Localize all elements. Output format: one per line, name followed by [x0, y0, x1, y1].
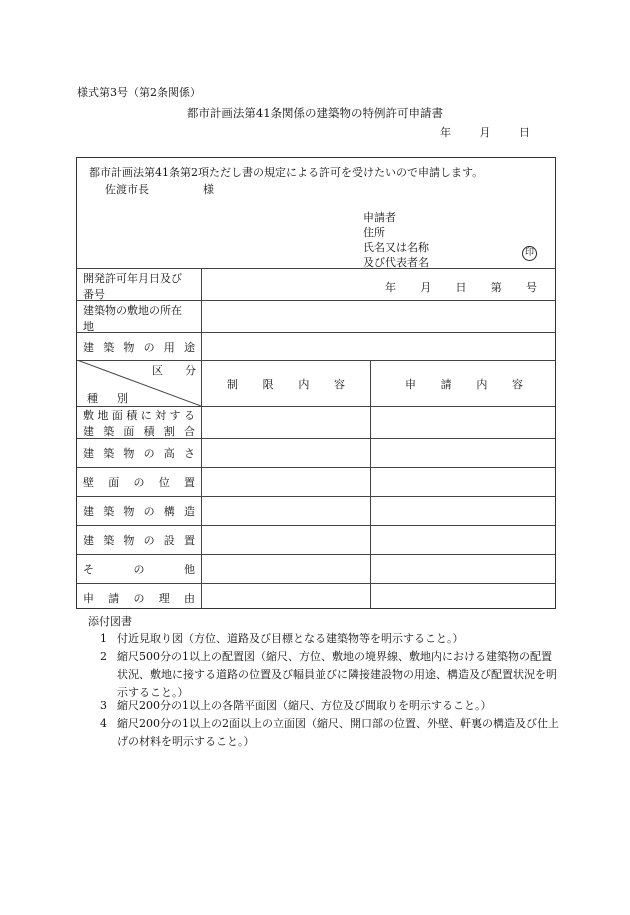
date-day: 日	[519, 126, 530, 139]
applicant-address-label: 住所	[363, 226, 385, 239]
diag-bottom-label-2: 別	[117, 392, 128, 405]
divider	[77, 268, 555, 269]
attachment-item: 2 縮尺500分の1以上の配置図（縮尺、方位、敷地の境界線、敷地内における建築物の配置状況、敷地に接する道路の位置及び幅員並びに隣接建設物の用途、構造及び配置状況を明示すること。）	[100, 650, 557, 699]
diag-bottom-label-1: 種	[87, 392, 98, 405]
area-ratio-line2: 建 築 面 積 割 合	[83, 425, 195, 438]
col-header-apply: 申 請 内 容	[405, 378, 523, 391]
row-label-structure: 建 築 物 の 構 造	[83, 505, 195, 518]
divider	[77, 554, 555, 555]
divider	[77, 583, 555, 584]
area-ratio-line1: 敷 地 面 積 に 対 す る	[83, 409, 195, 422]
attachments-title: 添付図書	[88, 615, 132, 628]
permit-number-suffix: 号	[526, 281, 537, 294]
site-location-label	[83, 302, 195, 334]
applicant-representative-label: 及び代表者名	[363, 256, 429, 269]
permit-year: 年	[385, 281, 396, 294]
site-label-line1: 建築物の敷地の所在	[83, 304, 182, 317]
row-label-area-ratio	[83, 407, 195, 439]
diag-top-label-1: 区	[152, 364, 163, 377]
row-label-installation: 建 築 物 の 設 置	[83, 534, 195, 547]
permit-number-prefix: 第	[490, 281, 502, 294]
applicant-heading: 申請者	[363, 211, 396, 224]
divider	[77, 467, 555, 468]
applicant-name-label: 氏名又は名称	[363, 241, 429, 254]
permit-day: 日	[455, 281, 467, 294]
col-header-limit: 制 限 内 容	[227, 378, 345, 391]
document-title: 都市計画法第41条関係の建築物の特例許可申請書	[186, 106, 444, 120]
permit-date-fields	[385, 279, 537, 295]
addressee-honorific: 様	[203, 183, 214, 196]
date-year: 年	[440, 126, 451, 139]
row-label-wall-position: 壁 面 の 位 置	[83, 476, 195, 489]
attachment-item: 4 縮尺200分の1以上の2面以上の立面図（縮尺、開口部の位置、外壁、軒裏の構造及び仕上げの材料を明示すること。）	[100, 717, 559, 748]
column-divider	[201, 268, 202, 608]
addressee-name: 佐渡市長	[105, 183, 149, 196]
permit-label-line2: 番号	[83, 288, 105, 301]
site-label-line2: 地	[83, 320, 94, 333]
permit-date-label	[83, 270, 195, 302]
usage-label-text: 建 築 物 の 用 途	[83, 341, 195, 354]
row-label-reason: 申 請 の 理 由	[83, 592, 195, 605]
divider	[77, 525, 555, 526]
permit-label-line1: 開発許可年月日及び	[83, 272, 182, 285]
date-month: 月	[479, 126, 491, 139]
row-label-height: 建 築 物 の 高 さ	[83, 447, 195, 460]
building-usage-label	[83, 339, 195, 355]
row-label-other: そ の 他	[83, 563, 195, 576]
permit-month: 月	[420, 281, 432, 294]
form-number-label: 様式第3号（第2条関係）	[77, 86, 201, 99]
attachment-item: 3 縮尺200分の1以上の各階平面図（縮尺、方位及び間取りを明示すること。）	[100, 699, 492, 712]
application-statement: 都市計画法第41条第2項ただし書の規定による許可を受けたいので申請します。	[89, 166, 484, 179]
diag-top-label-2: 分	[185, 364, 196, 377]
date-fields	[440, 124, 530, 140]
attachment-item: 1 付近見取り図（方位、道路及び目標となる建築物等を明示すること。）	[100, 632, 464, 645]
application-form-table	[76, 157, 556, 609]
divider	[77, 496, 555, 497]
seal-mark: 印	[522, 246, 537, 261]
column-divider	[370, 360, 371, 608]
